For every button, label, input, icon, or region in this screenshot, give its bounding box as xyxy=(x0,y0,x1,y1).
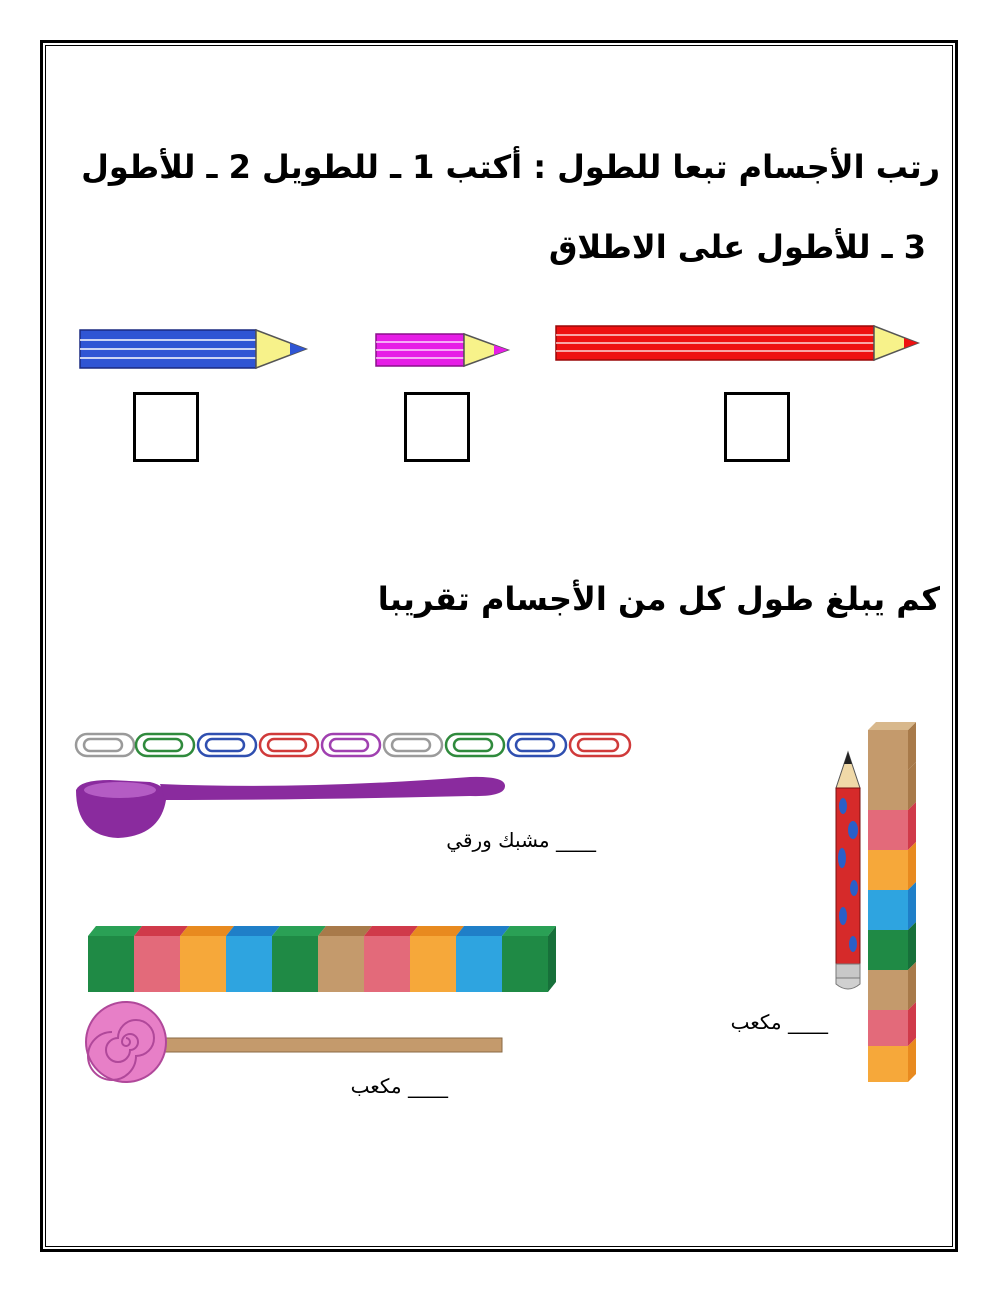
answer-box-blue-pencil[interactable] xyxy=(133,392,199,462)
question-title: كم يبلغ طول كل من الأجسام تقريبا xyxy=(377,580,940,618)
spoon-icon xyxy=(76,777,505,838)
cube-row-icon xyxy=(88,926,556,992)
vertical-pencil-icon xyxy=(836,752,860,989)
cube-column-icon xyxy=(868,722,916,1082)
instruction-line-2: 3 ـ للأطول على الاطلاق xyxy=(548,228,926,266)
pencil-caption: ____ مكعب xyxy=(730,1010,828,1034)
lollipop-icon xyxy=(86,1002,502,1082)
spoon-caption: ____ مشبك ورقي xyxy=(446,828,596,852)
blue-pencil-icon xyxy=(80,330,306,368)
instruction-line-1: رتب الأجسام تبعا للطول : أكتب 1 ـ للطويل 2 ـ للأطول xyxy=(81,148,940,186)
answer-box-pink-pencil[interactable] xyxy=(404,392,470,462)
pink-pencil-icon xyxy=(376,334,508,366)
paperclip-chain-icon xyxy=(76,734,630,756)
answer-box-red-pencil[interactable] xyxy=(724,392,790,462)
red-pencil-icon xyxy=(556,326,918,360)
lollipop-caption: ____ مكعب xyxy=(350,1074,448,1098)
